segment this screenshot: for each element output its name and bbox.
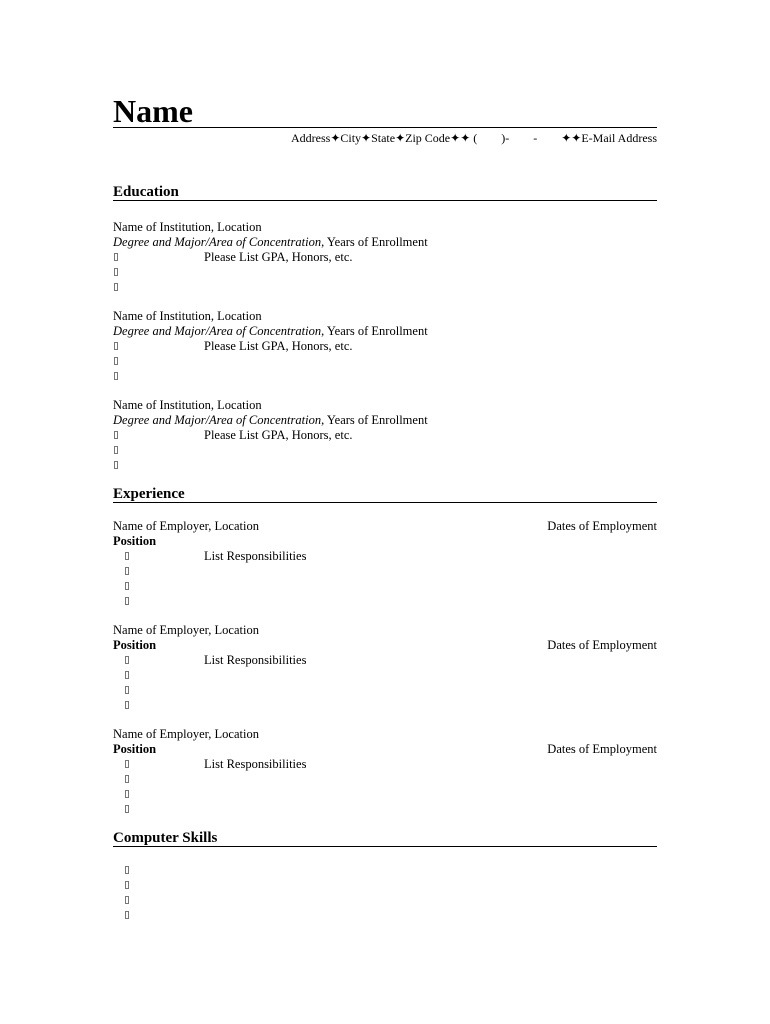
degree-text: Degree and Major/Area of Concentration	[113, 235, 322, 249]
bullet-icon	[114, 431, 118, 439]
position-title[interactable]: Position	[113, 534, 157, 548]
employer-line[interactable]	[113, 519, 657, 534]
list-item[interactable]	[113, 757, 657, 772]
years-text: , Years of Enrollment	[321, 235, 428, 249]
bullet-icon	[114, 372, 118, 380]
list-item[interactable]	[113, 787, 657, 802]
bullet-icon	[125, 656, 129, 664]
list-item[interactable]	[113, 354, 657, 369]
education-heading-label[interactable]: Education	[113, 184, 179, 200]
computer-skills-heading-label[interactable]: Computer Skills	[113, 830, 218, 846]
institution-line[interactable]: Name of Institution, Location	[113, 398, 262, 412]
list-item[interactable]	[113, 668, 657, 683]
degree-text: Degree and Major/Area of Concentration	[113, 324, 322, 338]
employment-dates: Dates of Employment	[547, 519, 657, 533]
list-item[interactable]	[113, 443, 657, 458]
bullet-icon	[125, 805, 129, 813]
degree-text: Degree and Major/Area of Concentration	[113, 413, 322, 427]
list-item[interactable]	[113, 893, 657, 908]
list-item[interactable]	[113, 250, 657, 265]
position-line[interactable]	[113, 742, 657, 757]
bullet-icon	[125, 686, 129, 694]
bullet-icon	[114, 446, 118, 454]
bullet-icon	[125, 552, 129, 560]
resume-page	[113, 0, 657, 1024]
experience-heading	[113, 486, 657, 503]
computer-skills-heading	[113, 830, 657, 847]
position-title: Position	[113, 638, 157, 652]
name-header	[113, 94, 657, 128]
list-item[interactable]	[113, 802, 657, 817]
years-text: , Years of Enrollment	[321, 324, 428, 338]
institution-line[interactable]: Name of Institution, Location	[113, 309, 262, 323]
bullet-icon	[125, 911, 129, 919]
bullet-icon	[125, 896, 129, 904]
position-line[interactable]	[113, 638, 657, 653]
bullet-text: List Responsibilities	[204, 757, 307, 771]
bullet-icon	[125, 671, 129, 679]
employer-text: Name of Employer, Location	[113, 519, 259, 533]
degree-line[interactable]	[113, 413, 657, 428]
bullet-icon	[125, 790, 129, 798]
list-item[interactable]	[113, 265, 657, 280]
education-heading	[113, 184, 657, 201]
list-item[interactable]	[113, 369, 657, 384]
bullet-icon	[125, 760, 129, 768]
bullet-text: Please List GPA, Honors, etc.	[204, 428, 353, 442]
bullet-icon	[114, 268, 118, 276]
institution-line[interactable]: Name of Institution, Location	[113, 220, 262, 234]
list-item[interactable]	[113, 863, 657, 878]
list-item[interactable]	[113, 878, 657, 893]
list-item[interactable]	[113, 428, 657, 443]
bullet-icon	[114, 253, 118, 261]
bullet-icon	[114, 461, 118, 469]
list-item[interactable]	[113, 772, 657, 787]
degree-line[interactable]	[113, 235, 657, 250]
degree-line[interactable]	[113, 324, 657, 339]
employer-line[interactable]: Name of Employer, Location	[113, 623, 259, 637]
bullet-icon	[125, 701, 129, 709]
list-item[interactable]	[113, 698, 657, 713]
bullet-text: List Responsibilities	[204, 653, 307, 667]
bullet-text: List Responsibilities	[204, 549, 307, 563]
bullet-text: Please List GPA, Honors, etc.	[204, 250, 353, 264]
years-text: , Years of Enrollment	[321, 413, 428, 427]
bullet-icon	[125, 866, 129, 874]
list-item[interactable]	[113, 653, 657, 668]
list-item[interactable]	[113, 908, 657, 923]
list-item[interactable]	[113, 280, 657, 295]
experience-heading-label[interactable]: Experience	[113, 486, 185, 502]
bullet-icon	[114, 283, 118, 291]
employment-dates: Dates of Employment	[547, 638, 657, 652]
bullet-icon	[125, 881, 129, 889]
list-item[interactable]	[113, 549, 657, 564]
bullet-icon	[114, 342, 118, 350]
employer-line[interactable]: Name of Employer, Location	[113, 727, 259, 741]
applicant-name[interactable]: Name	[113, 93, 193, 129]
contact-line[interactable]: Address✦City✦State✦Zip Code✦✦ ( )- - ✦✦E-Mail Address	[290, 131, 657, 145]
bullet-icon	[114, 357, 118, 365]
list-item[interactable]	[113, 458, 657, 473]
bullet-icon	[125, 775, 129, 783]
list-item[interactable]	[113, 683, 657, 698]
list-item[interactable]	[113, 594, 657, 609]
bullet-icon	[125, 597, 129, 605]
bullet-icon	[125, 567, 129, 575]
bullet-icon	[125, 582, 129, 590]
bullet-text: Please List GPA, Honors, etc.	[204, 339, 353, 353]
list-item[interactable]	[113, 564, 657, 579]
employment-dates: Dates of Employment	[547, 742, 657, 756]
position-title: Position	[113, 742, 157, 756]
list-item[interactable]	[113, 579, 657, 594]
list-item[interactable]	[113, 339, 657, 354]
